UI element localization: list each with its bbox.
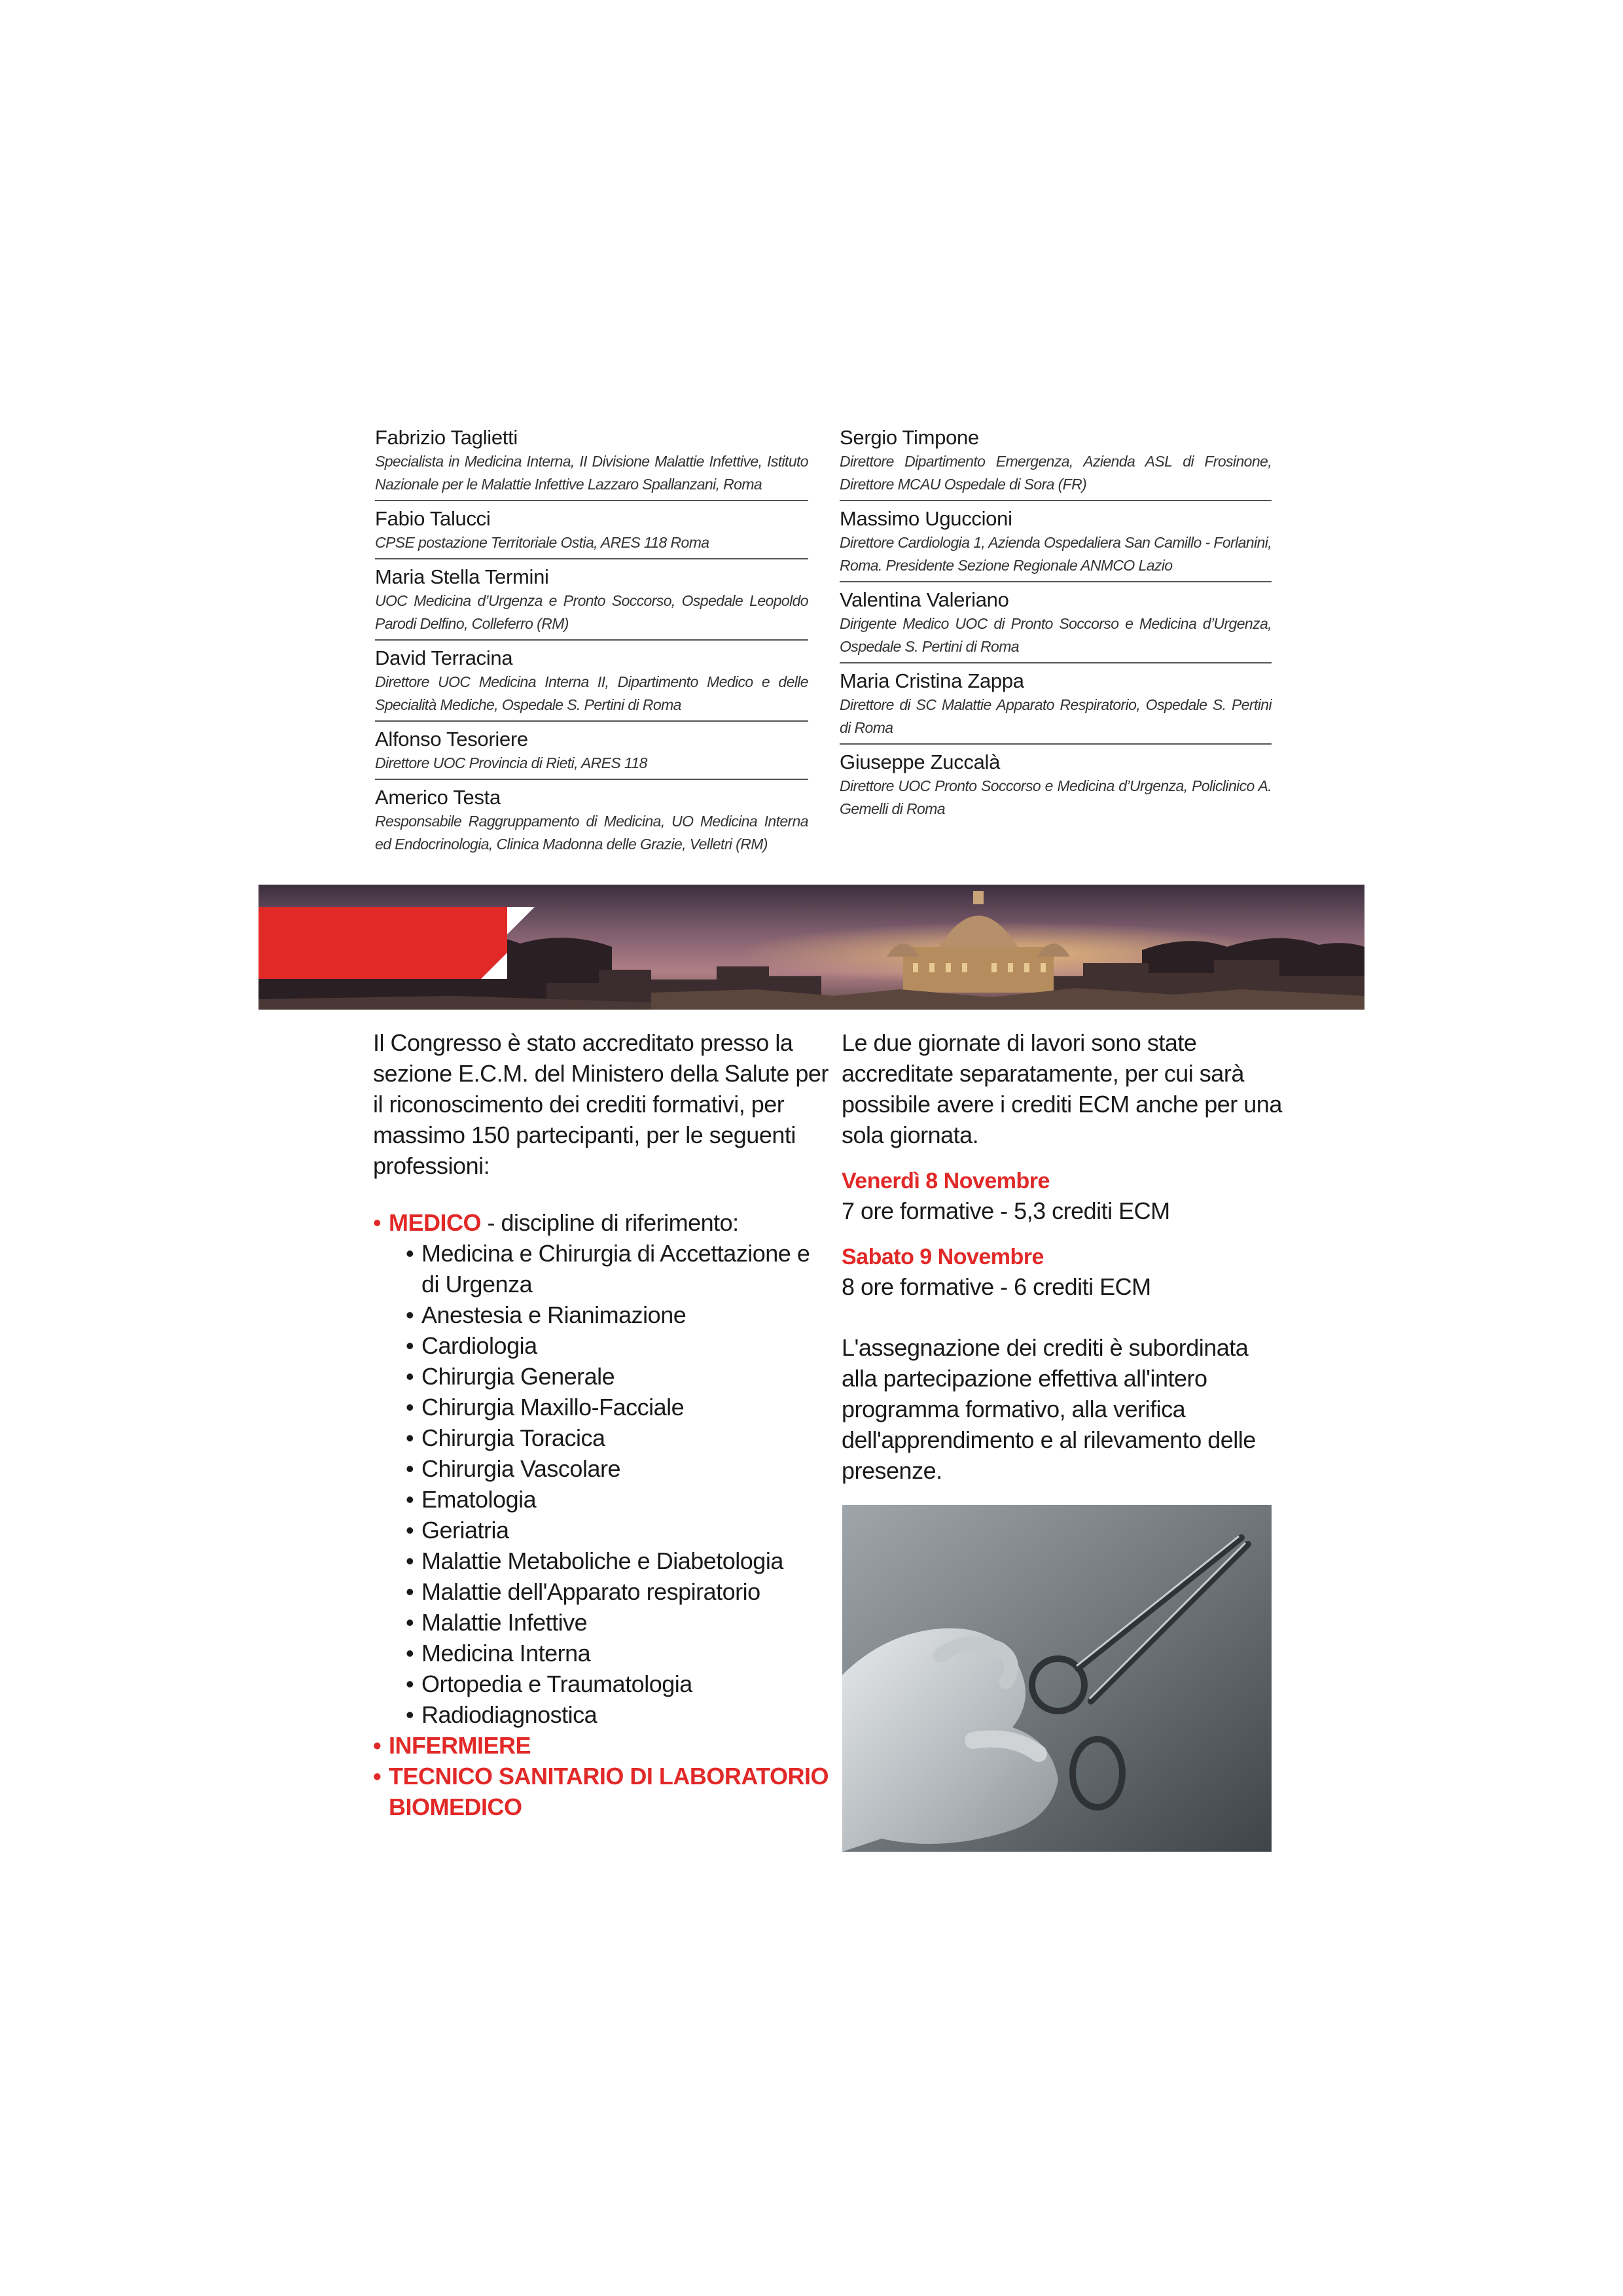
profession-infermiere: • INFERMIERE (373, 1730, 831, 1761)
faculty-name: Alfonso Tesoriere (375, 728, 528, 751)
surgical-forceps-photo (842, 1505, 1272, 1852)
discipline-item: • Radiodiagnostica (406, 1699, 831, 1730)
day-1-detail: 7 ore formative - 5,3 crediti ECM (842, 1197, 1170, 1224)
faculty-entry (840, 750, 1272, 824)
faculty-name: Massimo Uguccioni (840, 507, 1012, 530)
faculty-list-right (840, 425, 1272, 830)
faculty-role: Direttore Cardiologia 1, Azienda Ospedaliera San Camillo - Forlanini, Roma. Presidente Sezione Regionale ANMCO Lazio (840, 534, 1272, 574)
faculty-entry (840, 588, 1272, 663)
faculty-name: Americo Testa (375, 786, 501, 809)
faculty-name: Valentina Valeriano (840, 588, 1009, 611)
faculty-entry (375, 506, 808, 559)
day-2-detail: 8 ore formative - 6 crediti ECM (842, 1273, 1151, 1300)
ecm-label-text: ECM (115, 928, 186, 965)
faculty-entry (375, 785, 808, 860)
ecm-professions-column (373, 1027, 831, 1822)
faculty-entry (375, 425, 808, 501)
faculty-entry (840, 506, 1272, 582)
separate-accreditation-text: Le due giornate di lavori sono state accreditate separatamente, per cui sarà possibile avere i crediti ECM anche per una sola giornata. (842, 1029, 1282, 1148)
faculty-role: Direttore UOC Pronto Soccorso e Medicina d’Urgenza, Policlinico A. Gemelli di Roma (840, 777, 1272, 817)
profession-tecnico: • TECNICO SANITARIO DI LABORATORIO BIOMEDICO (373, 1761, 831, 1822)
discipline-item: • Chirurgia Toracica (406, 1422, 831, 1453)
discipline-item: • Malattie dell'Apparato respiratorio (406, 1576, 831, 1607)
discipline-item: • Chirurgia Generale (406, 1361, 831, 1392)
faculty-name: Sergio Timpone (840, 426, 979, 449)
faculty-role: CPSE postazione Territoriale Ostia, ARES 118 Roma (375, 534, 709, 551)
day-2 (842, 1242, 1287, 1302)
faculty-role: Direttore UOC Provincia di Rieti, ARES 118 (375, 754, 647, 771)
credits-assignment-text: L'assegnazione dei crediti è subordinata alla partecipazione effettiva all'intero programma formativo, alla verifica dell'apprendimento e al rilevamento delle presenze. (842, 1334, 1256, 1484)
medico-label: MEDICO (389, 1209, 481, 1236)
ecm-intro-text: Il Congresso è stato accreditato presso la sezione E.C.M. del Ministero della Salute per il riconoscimento dei crediti formativi, per massimo 150 partecipanti, per le seguenti professioni: (373, 1029, 829, 1179)
faculty-entry (375, 727, 808, 780)
discipline-item: • Cardiologia (406, 1330, 831, 1361)
discipline-item: • Medicina e Chirurgia di Accettazione e di Urgenza (406, 1238, 831, 1299)
discipline-item: • Medicina Interna (406, 1638, 831, 1669)
discipline-item: • Geriatria (406, 1515, 831, 1545)
faculty-name: Maria Stella Termini (375, 565, 549, 588)
day-2-title: Sabato 9 Novembre (842, 1245, 1044, 1269)
profession-medico (373, 1207, 831, 1730)
faculty-entry (375, 646, 808, 722)
discipline-item: • Chirurgia Vascolare (406, 1453, 831, 1484)
day-1 (842, 1166, 1287, 1226)
medico-suffix: - discipline di riferimento: (481, 1209, 739, 1236)
faculty-entry (840, 669, 1272, 745)
discipline-item: • Chirurgia Maxillo-Facciale (406, 1392, 831, 1422)
faculty-role: Direttore di SC Malattie Apparato Respiratorio, Ospedale S. Pertini di Roma (840, 696, 1272, 736)
faculty-list-left (375, 425, 808, 865)
ecm-credits-column (842, 1027, 1287, 1486)
faculty-role: UOC Medicina d’Urgenza e Pronto Soccorso, Ospedale Leopoldo Parodi Delfino, Colleferro (RM) (375, 592, 808, 632)
faculty-role: Direttore Dipartimento Emergenza, Azienda ASL di Frosinone, Direttore MCAU Ospedale di Sora (FR) (840, 453, 1272, 493)
faculty-role: Specialista in Medicina Interna, II Divisione Malattie Infettive, Istituto Nazionale per le Malattie Infettive Lazzaro Spallanzani, Roma (375, 453, 808, 493)
discipline-item: • Ematologia (406, 1484, 831, 1515)
faculty-role: Responsabile Raggruppamento di Medicina, UO Medicina Interna ed Endocrinologia, Clinica Madonna delle Grazie, Velletri (RM) (375, 813, 808, 853)
discipline-item: • Ortopedia e Traumatologia (406, 1669, 831, 1699)
disciplines-list (389, 1238, 831, 1730)
faculty-name: David Terracina (375, 646, 513, 669)
faculty-role: Direttore UOC Medicina Interna II, Dipartimento Medico e delle Specialità Mediche, Ospedale S. Pertini di Roma (375, 673, 808, 713)
faculty-entry (840, 425, 1272, 501)
faculty-name: Fabrizio Taglietti (375, 426, 518, 449)
discipline-item: • Malattie Metaboliche e Diabetologia (406, 1545, 831, 1576)
faculty-name: Giuseppe Zuccalà (840, 751, 1001, 773)
discipline-item: • Malattie Infettive (406, 1607, 831, 1638)
faculty-name: Maria Cristina Zappa (840, 669, 1024, 692)
ecm-section-label (259, 907, 535, 979)
discipline-item: • Anestesia e Rianimazione (406, 1299, 831, 1330)
faculty-name: Fabio Talucci (375, 507, 491, 530)
faculty-role: Dirigente Medico UOC di Pronto Soccorso e Medicina d’Urgenza, Ospedale S. Pertini di Roma (840, 615, 1272, 655)
faculty-entry (375, 565, 808, 641)
professions-list (373, 1207, 831, 1822)
day-1-title: Venerdì 8 Novembre (842, 1169, 1050, 1193)
